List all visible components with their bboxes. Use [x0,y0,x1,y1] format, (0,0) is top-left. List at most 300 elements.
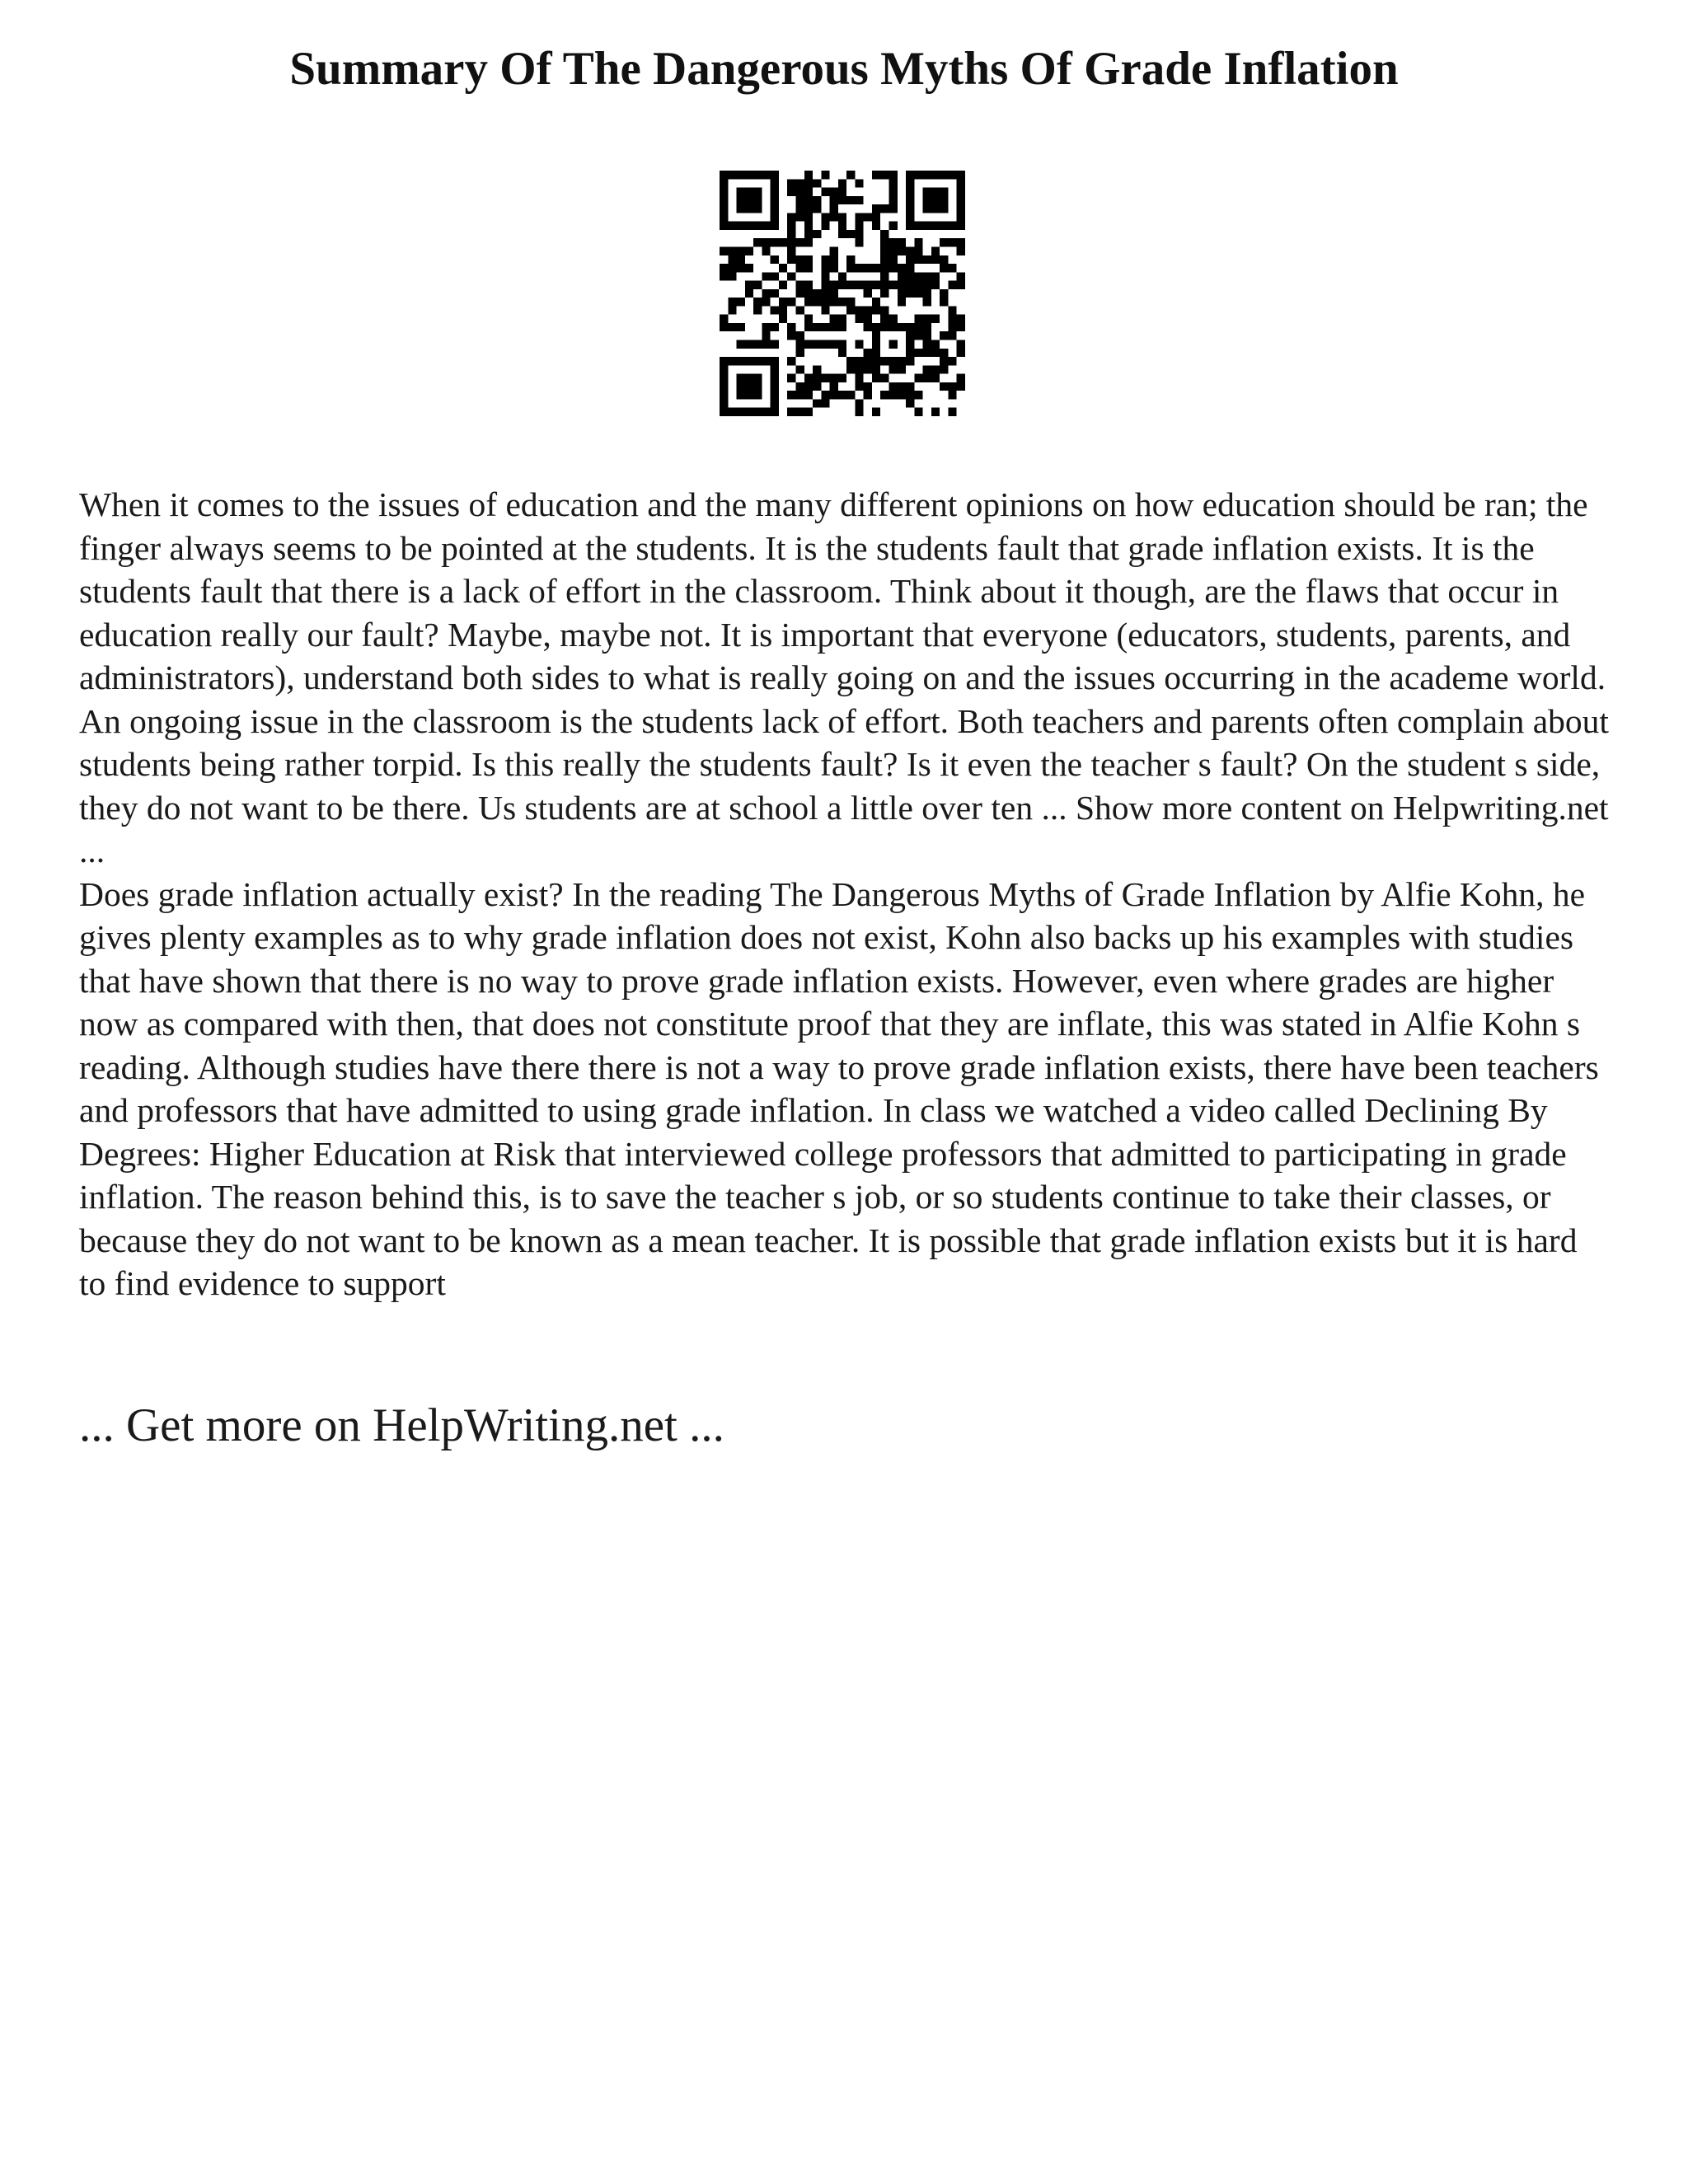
qr-module [940,255,948,264]
qr-module [779,281,787,289]
qr-module [872,349,880,357]
document-body [79,483,1612,1305]
qr-module [855,382,863,391]
qr-module [787,213,795,221]
qr-module [804,204,813,213]
qr-module [771,255,779,264]
qr-module [957,340,965,349]
qr-module [771,272,779,280]
qr-module [813,323,821,331]
qr-module [957,382,965,391]
qr-module [846,357,855,365]
qr-module [948,391,956,399]
qr-module [880,281,889,289]
qr-module [771,196,779,204]
qr-module [771,340,779,349]
qr-module [720,188,728,196]
qr-module [957,238,965,246]
qr-module [737,188,745,196]
qr-module [923,289,931,298]
qr-module [889,357,898,365]
qr-module [830,382,838,391]
qr-module [880,391,889,399]
qr-module [923,204,931,213]
qr-module [804,238,813,246]
qr-module [813,298,821,306]
qr-module [872,340,880,349]
qr-module [855,340,863,349]
qr-module [931,222,940,230]
qr-module [931,246,940,255]
qr-module [914,222,922,230]
qr-module [795,238,804,246]
qr-module [846,230,855,238]
qr-module [855,357,863,365]
qr-module [864,281,872,289]
qr-module [940,171,948,179]
qr-module [957,222,965,230]
qr-module [804,196,813,204]
qr-module [830,323,838,331]
qr-module [753,171,762,179]
qr-module [855,238,863,246]
qr-module [838,281,846,289]
qr-module [804,222,813,230]
qr-module [846,196,855,204]
qr-module [745,391,753,399]
qr-module [720,264,728,272]
qr-module [762,357,770,365]
qr-module [795,408,804,416]
qr-module [813,365,821,373]
qr-module [821,340,829,349]
qr-module [795,349,804,357]
qr-module [957,374,965,382]
qr-module [795,391,804,399]
qr-module [906,331,914,340]
qr-module [914,323,922,331]
qr-module [787,246,795,255]
document-title: Summary Of The Dangerous Myths Of Grade Inflation [289,43,1399,95]
qr-module [830,374,838,382]
qr-module [906,188,914,196]
qr-module [745,408,753,416]
qr-module [923,331,931,340]
qr-module [720,408,728,416]
qr-module [906,264,914,272]
qr-module [864,382,872,391]
qr-module [830,264,838,272]
qr-module [771,306,779,314]
qr-module [737,323,745,331]
qr-module [745,340,753,349]
qr-module [889,340,898,349]
qr-module [855,374,863,382]
qr-module [864,213,872,221]
qr-module [762,222,770,230]
qr-module [745,382,753,391]
qr-module [948,238,956,246]
qr-module [753,281,762,289]
qr-module [838,222,846,230]
qr-module [804,171,813,179]
qr-module [898,323,906,331]
qr-module [948,382,956,391]
qr-module [838,213,846,221]
qr-module [898,264,906,272]
qr-module [948,323,956,331]
qr-module [771,289,779,298]
qr-module [804,264,813,272]
qr-module [728,298,736,306]
qr-module [889,255,898,264]
qr-module [753,238,762,246]
qr-module [898,272,906,280]
qr-module [864,289,872,298]
qr-module [914,272,922,280]
qr-module [889,382,898,391]
qr-module [864,391,872,399]
qr-module [745,264,753,272]
qr-module [821,281,829,289]
qr-module [914,238,922,246]
qr-module [906,349,914,357]
qr-module [753,357,762,365]
qr-module [846,255,855,264]
qr-module [771,323,779,331]
qr-module [720,171,728,179]
qr-module [898,391,906,399]
qr-module [880,255,889,264]
qr-module [872,408,880,416]
qr-module [914,374,922,382]
qr-module [855,281,863,289]
qr-module [931,171,940,179]
qr-module [737,264,745,272]
qr-module [898,246,906,255]
qr-module [795,264,804,272]
qr-module [838,374,846,382]
qr-module [940,357,948,365]
qr-module [795,281,804,289]
qr-module [906,289,914,298]
qr-module [813,399,821,407]
qr-module [838,196,846,204]
qr-module [864,349,872,357]
qr-module [821,306,829,314]
qr-module [779,298,787,306]
qr-module [957,281,965,289]
qr-module [872,306,880,314]
qr-module [728,272,736,280]
qr-module [728,222,736,230]
qr-module [787,188,795,196]
qr-module [787,179,795,187]
qr-module [787,331,795,340]
qr-module [813,340,821,349]
qr-module [771,238,779,246]
qr-module [787,374,795,382]
qr-module [737,340,745,349]
qr-module [880,289,889,298]
qr-module [762,298,770,306]
qr-module [838,230,846,238]
qr-module [720,315,728,323]
qr-module [762,238,770,246]
qr-module [940,298,948,306]
qr-module [787,222,795,230]
qr-module [737,382,745,391]
qr-module [804,188,813,196]
qr-module [821,171,829,179]
qr-module [940,382,948,391]
qr-module [728,357,736,365]
qr-module [813,374,821,382]
qr-module [720,323,728,331]
qr-module [931,281,940,289]
qr-module [830,255,838,264]
qr-module [771,213,779,221]
qr-module [855,222,863,230]
qr-module [855,315,863,323]
qr-module [948,408,956,416]
qr-module [940,349,948,357]
qr-module [872,374,880,382]
qr-module [898,298,906,306]
qr-module [923,298,931,306]
qr-module [948,357,956,365]
qr-module [872,357,880,365]
qr-module [872,264,880,272]
qr-module [804,340,813,349]
qr-module [855,306,863,314]
qr-module [753,374,762,382]
qr-module [880,272,889,280]
qr-module [813,230,821,238]
qr-module [864,264,872,272]
qr-module [813,196,821,204]
qr-module [720,196,728,204]
qr-module [804,213,813,221]
qr-module [771,365,779,373]
qr-module [923,171,931,179]
qr-module [855,365,863,373]
qr-module [813,179,821,187]
qr-module [872,213,880,221]
qr-module [931,255,940,264]
qr-module [821,298,829,306]
qr-module [940,365,948,373]
qr-module [880,264,889,272]
qr-module [737,171,745,179]
qr-module [762,246,770,255]
qr-module [855,230,863,238]
qr-module [737,357,745,365]
qr-module [914,331,922,340]
qr-module [931,408,940,416]
qr-module [948,281,956,289]
qr-module [957,179,965,187]
qr-module [948,306,956,314]
qr-module [846,264,855,272]
qr-module [931,272,940,280]
qr-module [830,204,838,213]
qr-module [931,204,940,213]
qr-module [813,289,821,298]
qr-module [737,408,745,416]
qr-module [795,213,804,221]
qr-module [830,340,838,349]
qr-module [804,391,813,399]
qr-module [745,374,753,382]
qr-module [948,264,956,272]
qr-module [923,340,931,349]
paragraph-1: When it comes to the issues of education and the many different opinions on how education should be ran; the finger always seems to be pointed at the students. It is the students fault that grade inflation exists. It is the students fault that there is a lack of effort in the classroom. Think about it though, are the flaws that occur in education really our fault? Maybe, maybe not. It is important that everyone (educators, students, parents, and administrators), understand both sides to what is really going on and the issues occurring in the academe world. An ongoing issue in the classroom is the students lack of effort. Both teachers and parents often complain about students being rather torpid. Is this really the students fault? Is it even the teacher s fault? On the student s side, they do not want to be there. Us students are at school a little over ten ... Show more content on Helpwriting.net ... [79,485,1609,869]
qr-module [795,188,804,196]
qr-module [898,281,906,289]
qr-module [779,238,787,246]
qr-module [779,306,787,314]
qr-module [931,365,940,373]
qr-module [830,246,838,255]
qr-module [957,246,965,255]
qr-module [889,222,898,230]
qr-module [728,246,736,255]
qr-module [795,196,804,204]
qr-module [830,213,838,221]
qr-module [855,408,863,416]
qr-module [720,179,728,187]
qr-module [914,281,922,289]
qr-module [720,365,728,373]
qr-module [821,323,829,331]
qr-module [898,365,906,373]
qr-module [864,315,872,323]
qr-module [880,315,889,323]
qr-module [737,374,745,382]
qr-module [762,272,770,280]
qr-module [795,340,804,349]
qr-module [898,382,906,391]
qr-module [889,188,898,196]
qr-module [948,331,956,340]
qr-module [940,204,948,213]
qr-module [745,204,753,213]
qr-module [737,222,745,230]
qr-module [872,222,880,230]
qr-module [880,306,889,314]
qr-module [923,222,931,230]
qr-module [957,188,965,196]
qr-module [931,188,940,196]
qr-module [753,340,762,349]
qr-module [821,213,829,221]
qr-module [872,331,880,340]
qr-module [753,196,762,204]
qr-module [821,222,829,230]
qr-module [906,391,914,399]
qr-module [838,272,846,280]
qr-module [906,204,914,213]
qr-module [940,188,948,196]
qr-module [880,246,889,255]
qr-module [787,298,795,306]
qr-module [787,357,795,365]
qr-module [931,349,940,357]
qr-module [914,255,922,264]
qr-module [906,196,914,204]
qr-module [940,331,948,340]
qr-module [804,374,813,382]
qr-module [830,196,838,204]
qr-module [855,399,863,407]
qr-module [804,230,813,238]
qr-module [787,230,795,238]
qr-module [787,255,795,264]
qr-module [906,399,914,407]
qr-module [923,315,931,323]
qr-module [864,365,872,373]
qr-module [745,289,753,298]
qr-module [906,272,914,280]
qr-module [771,188,779,196]
qr-module [795,331,804,340]
qr-module [898,238,906,246]
qr-module [771,357,779,365]
qr-module [906,255,914,264]
qr-module [889,179,898,187]
qr-module [880,374,889,382]
qr-module [923,323,931,331]
qr-module [762,340,770,349]
qr-module [889,171,898,179]
qr-module [855,264,863,272]
qr-module [830,281,838,289]
qr-module [804,408,813,416]
qr-module [855,196,863,204]
qr-module [762,171,770,179]
qr-module [957,204,965,213]
qr-module [753,391,762,399]
qr-module [804,315,813,323]
qr-module [745,246,753,255]
qr-module [830,289,838,298]
qr-module [872,323,880,331]
qr-module [855,213,863,221]
qr-module [804,289,813,298]
qr-module [821,272,829,280]
qr-module [931,374,940,382]
qr-module [795,179,804,187]
qr-module [906,213,914,221]
qr-module [737,196,745,204]
qr-module [846,391,855,399]
qr-module [737,246,745,255]
qr-module [745,171,753,179]
qr-module [838,340,846,349]
qr-module [889,196,898,204]
qr-module [864,306,872,314]
qr-module [889,238,898,246]
qr-module [948,222,956,230]
qr-module [771,391,779,399]
qr-module [880,230,889,238]
qr-module [771,204,779,213]
qr-module [872,365,880,373]
get-more-link[interactable]: ... Get more on HelpWriting.net ... [79,1399,724,1451]
qr-module [872,281,880,289]
qr-module [923,374,931,382]
